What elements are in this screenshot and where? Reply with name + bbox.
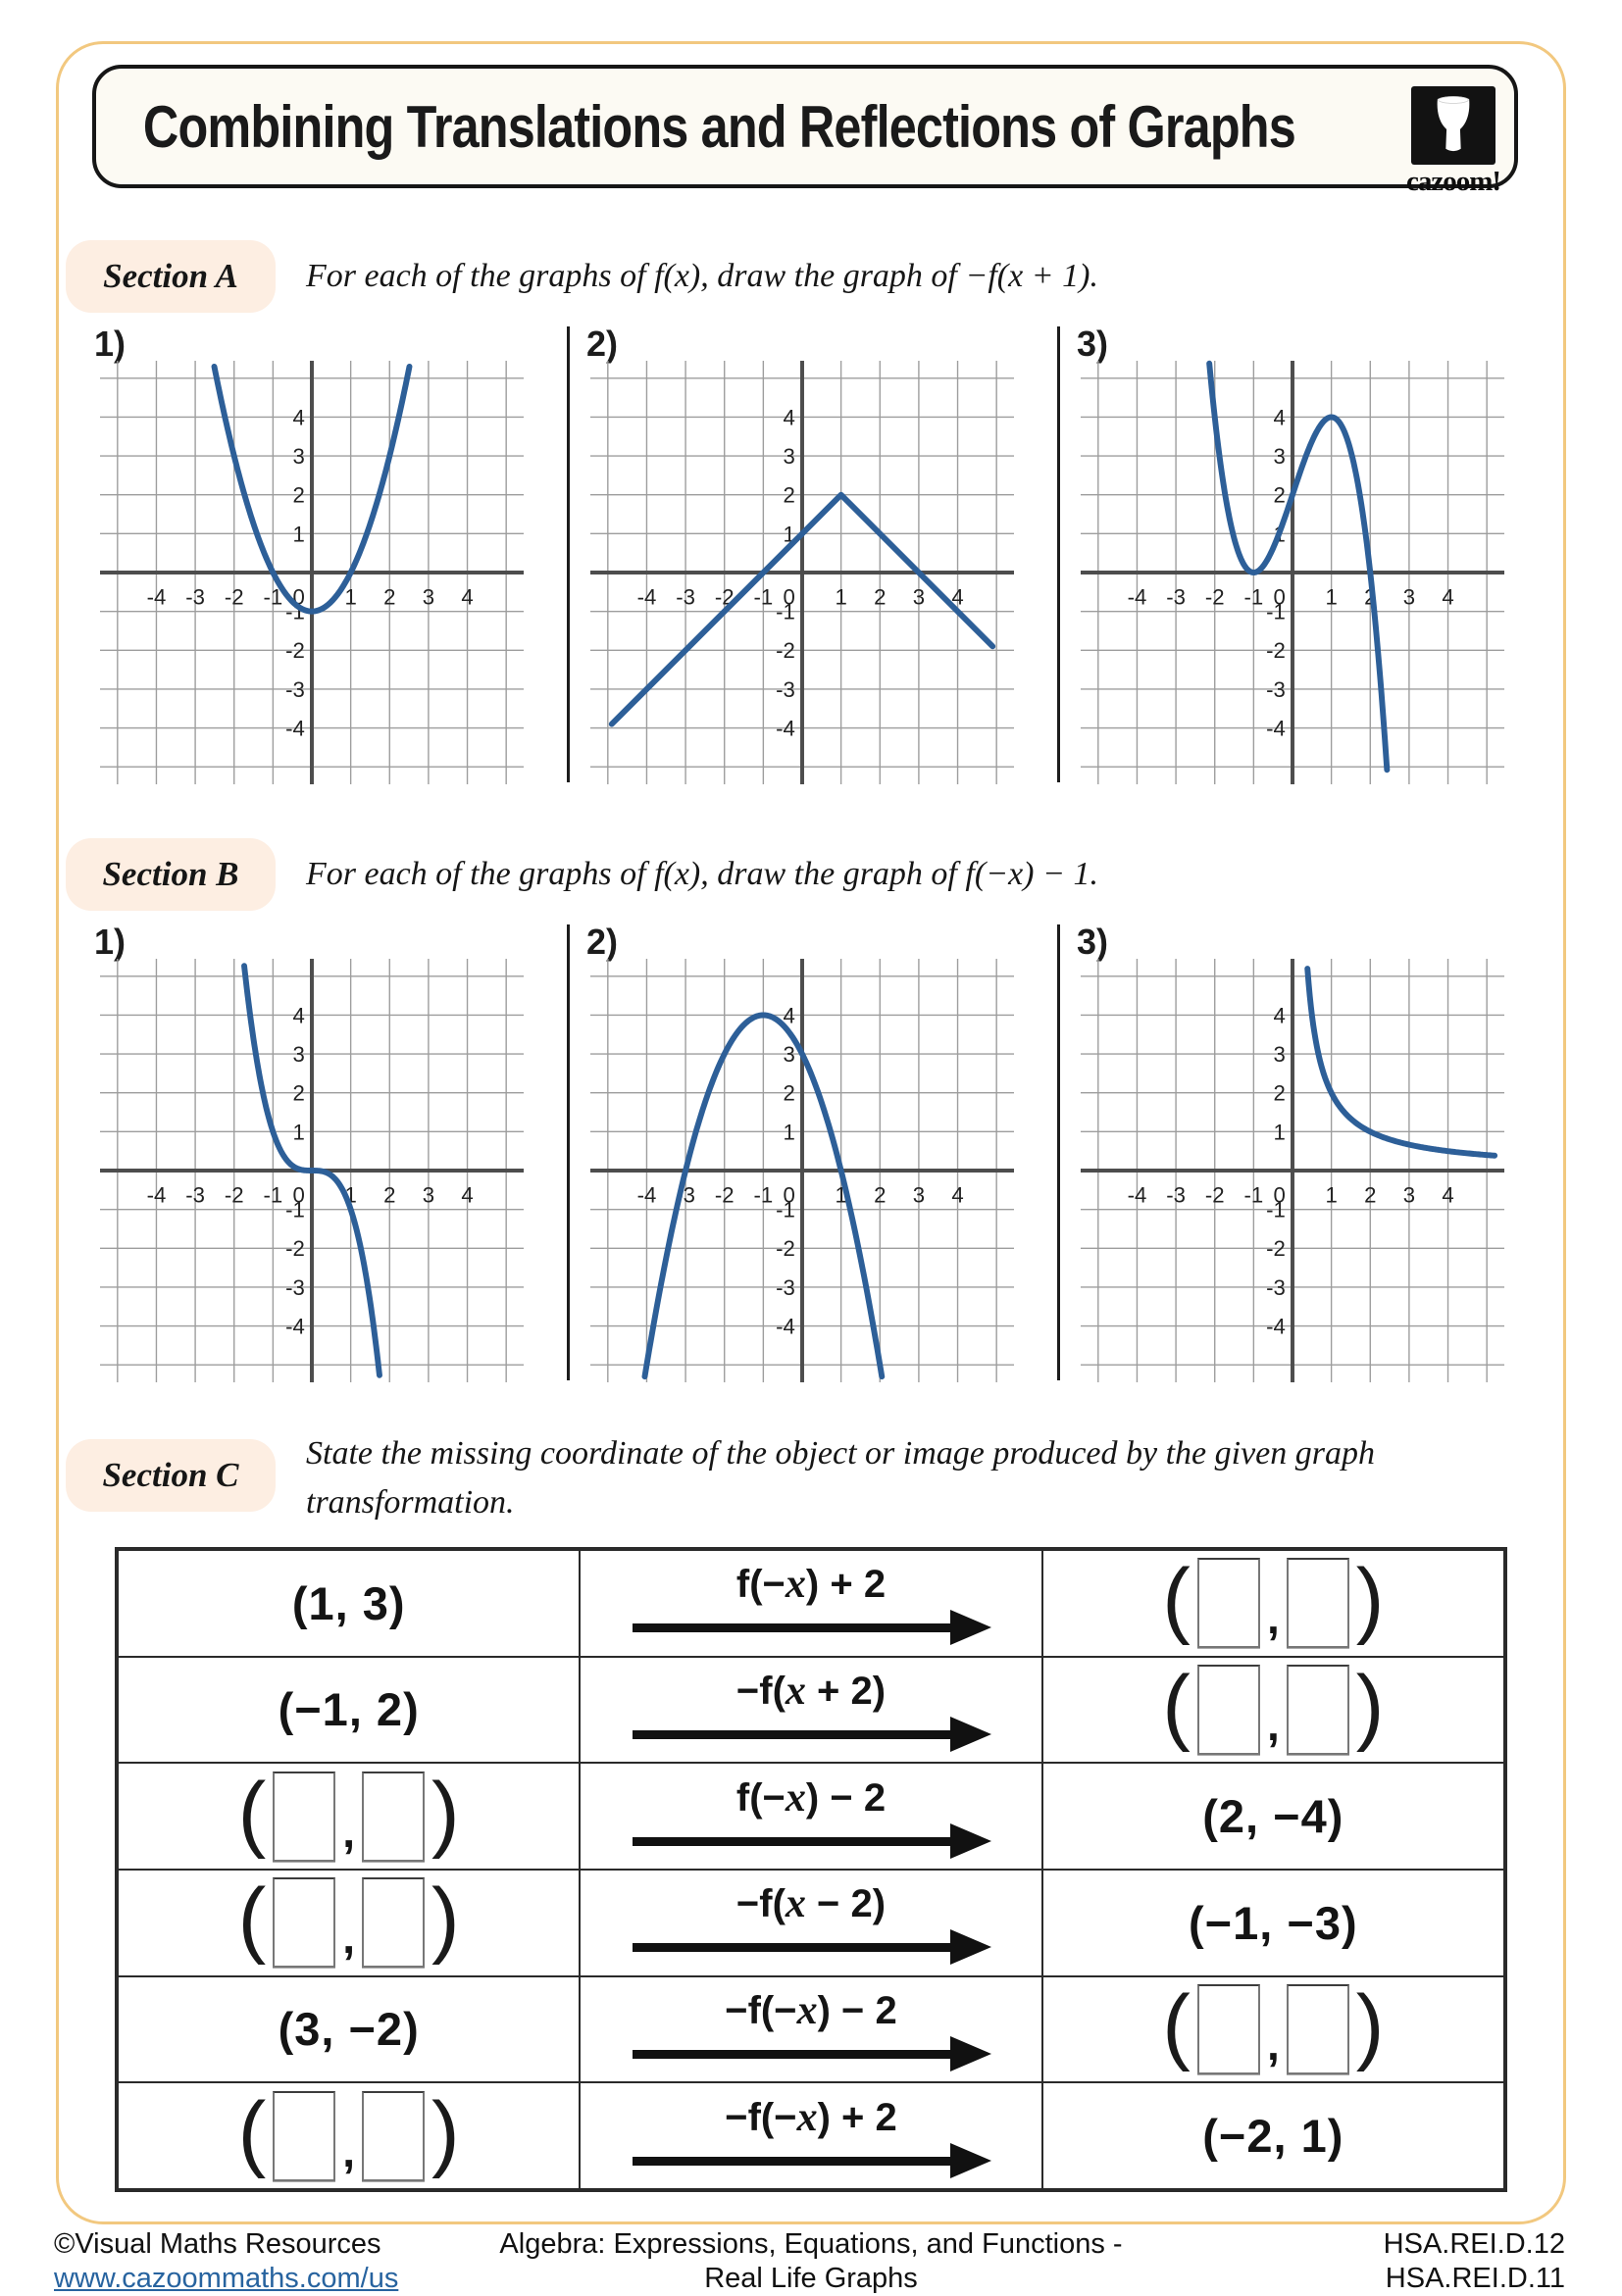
svg-text:4: [461, 585, 473, 610]
svg-text:4: [784, 405, 795, 429]
answer-box[interactable]: [273, 1877, 335, 1968]
answer-box[interactable]: [1287, 1984, 1349, 2074]
footer-center: [223, 2227, 1399, 2296]
svg-text:1: [1274, 1120, 1286, 1144]
comma: ,: [342, 1912, 356, 1964]
answer-box[interactable]: [1197, 1984, 1260, 2074]
panel-divider: [1057, 326, 1060, 782]
graph-b2[interactable]: [588, 957, 1016, 1384]
svg-text:-2: [776, 1236, 795, 1261]
section-a-instruction: For each of the graphs of f(x), draw the graph of −f(x + 1).: [306, 258, 1098, 294]
svg-text:4: [293, 1003, 305, 1027]
svg-text:-2: [1266, 1236, 1286, 1261]
svg-text:3: [423, 585, 434, 610]
comma: ,: [1266, 1698, 1280, 1750]
section-c-instruction: State the missing coordinate of the object or image produced by the given graph transformation.: [306, 1435, 1375, 1521]
title-box: [92, 65, 1518, 188]
comma: ,: [342, 1805, 356, 1857]
cell-image: [1042, 1763, 1504, 1870]
maps-to-arrow-icon: [629, 1717, 993, 1752]
answer-coordinate: [1162, 1658, 1385, 1755]
answer-box[interactable]: [273, 1772, 335, 1862]
panel-divider: [567, 924, 570, 1380]
svg-text:3: [1403, 1183, 1415, 1208]
comma: ,: [342, 2124, 356, 2176]
svg-text:3: [913, 1183, 925, 1208]
svg-text:3: [1274, 1042, 1286, 1067]
maps-to-arrow-icon: [629, 1610, 993, 1645]
graph-a1[interactable]: [98, 359, 526, 786]
section-b-label: Section B: [66, 838, 276, 911]
comma: ,: [1266, 1592, 1280, 1644]
graph-b3[interactable]: [1079, 957, 1506, 1384]
svg-text:-1: [263, 1183, 282, 1208]
close-paren: ): [431, 2084, 460, 2179]
open-paren: (: [237, 1765, 267, 1860]
graph-number-b1: 1): [94, 922, 127, 962]
standard-code-1: HSA.REI.D.12: [1383, 2228, 1565, 2260]
svg-text:-2: [715, 1183, 735, 1208]
svg-text:0: [784, 585, 795, 610]
graph-number-b2: 2): [586, 922, 619, 962]
cell-image: [1042, 1657, 1504, 1764]
svg-text:4: [1274, 405, 1286, 429]
subject-line-2: Real Life Graphs: [704, 2263, 918, 2294]
svg-text:3: [293, 1042, 305, 1067]
cell-transformation: [580, 1976, 1041, 2083]
svg-text:1: [784, 1120, 795, 1144]
logo-text: cazoom!: [1405, 166, 1501, 197]
svg-text:3: [784, 1042, 795, 1067]
svg-text:-3: [185, 585, 205, 610]
answer-box[interactable]: [1287, 1558, 1349, 1648]
cell-object: [118, 1870, 580, 1976]
answer-coordinate: [237, 1872, 460, 1968]
cell-transformation: [580, 1870, 1041, 1976]
svg-text:2: [784, 483, 795, 508]
svg-text:-2: [1205, 585, 1225, 610]
maps-to-arrow-icon: [629, 1823, 993, 1859]
svg-text:-3: [185, 1183, 205, 1208]
svg-text:-4: [776, 716, 795, 740]
answer-coordinate: [1162, 1552, 1385, 1648]
close-paren: ): [1355, 1552, 1385, 1647]
graph-a2[interactable]: [588, 359, 1016, 786]
open-paren: (: [237, 2084, 267, 2179]
svg-text:-4: [637, 1183, 657, 1208]
svg-text:4: [1442, 585, 1453, 610]
answer-box[interactable]: [1287, 1665, 1349, 1755]
answer-coordinate: [1162, 1977, 1385, 2074]
svg-text:-4: [776, 1314, 795, 1338]
transformation-expression: f(−x) + 2: [735, 1562, 887, 1608]
svg-text:-2: [225, 585, 244, 610]
cell-image: [1042, 1870, 1504, 1976]
cell-object: [118, 1763, 580, 1870]
svg-text:-3: [776, 677, 795, 702]
svg-text:-4: [637, 585, 657, 610]
section-c-label: Section C: [66, 1439, 276, 1512]
page-title: Combining Translations and Reflections of Graphs: [143, 93, 1296, 160]
svg-text:-2: [1266, 638, 1286, 663]
panel-divider: [1057, 924, 1060, 1380]
transformation-expression: −f(−x) − 2: [725, 1987, 897, 2033]
open-paren: (: [1162, 1552, 1191, 1647]
open-paren: (: [1162, 1658, 1191, 1753]
coordinate-text: (3, −2): [278, 2003, 420, 2056]
svg-text:3: [784, 444, 795, 469]
svg-text:-4: [1128, 1183, 1147, 1208]
svg-text:-3: [285, 677, 305, 702]
svg-text:-3: [285, 1275, 305, 1300]
graph-number-b3: 3): [1077, 922, 1109, 962]
svg-text:2: [1274, 1081, 1286, 1106]
svg-text:-2: [776, 638, 795, 663]
svg-text:4: [951, 1183, 963, 1208]
transformation-expression: −f(x + 2): [735, 1668, 887, 1714]
close-paren: ): [1355, 1658, 1385, 1753]
drum-icon: [1411, 86, 1495, 165]
svg-text:2: [293, 483, 305, 508]
answer-box[interactable]: [1197, 1665, 1260, 1755]
svg-text:-4: [147, 585, 167, 610]
svg-text:-2: [1205, 1183, 1225, 1208]
cell-transformation: [580, 1763, 1041, 1870]
svg-text:2: [874, 585, 886, 610]
answer-box[interactable]: [1197, 1558, 1260, 1648]
cell-image: [1042, 2082, 1504, 2189]
svg-text:3: [913, 585, 925, 610]
cell-object: [118, 1550, 580, 1657]
answer-coordinate: [237, 1765, 460, 1862]
svg-text:-3: [1166, 1183, 1186, 1208]
svg-text:4: [1274, 1003, 1286, 1027]
cell-object: [118, 1657, 580, 1764]
svg-text:-3: [676, 585, 695, 610]
cell-image: [1042, 1550, 1504, 1657]
close-paren: ): [1355, 1977, 1385, 2072]
comma: ,: [1266, 2018, 1280, 2070]
open-paren: (: [237, 1872, 267, 1967]
cell-transformation: [580, 1550, 1041, 1657]
maps-to-arrow-icon: [629, 2036, 993, 2071]
svg-text:3: [1274, 444, 1286, 469]
transformation-expression: f(−x) − 2: [735, 1774, 887, 1821]
graph-number-a2: 2): [586, 324, 619, 364]
svg-text:0: [1274, 585, 1286, 610]
maps-to-arrow-icon: [629, 1929, 993, 1965]
svg-text:2: [383, 585, 395, 610]
svg-text:4: [1442, 1183, 1453, 1208]
open-paren: (: [1162, 1977, 1191, 2072]
cell-transformation: [580, 1657, 1041, 1764]
graph-number-a3: 3): [1077, 324, 1109, 364]
svg-text:3: [1403, 585, 1415, 610]
svg-text:1: [293, 1120, 305, 1144]
svg-text:1: [835, 585, 846, 610]
cazoom-logo: [1396, 86, 1510, 198]
svg-text:-3: [1266, 1275, 1286, 1300]
svg-text:-2: [285, 638, 305, 663]
close-paren: ): [431, 1765, 460, 1860]
svg-text:0: [1274, 1183, 1286, 1208]
section-b-instruction: For each of the graphs of f(x), draw the graph of f(−x) − 1.: [306, 856, 1098, 892]
svg-text:-4: [285, 1314, 305, 1338]
svg-text:3: [293, 444, 305, 469]
answer-box[interactable]: [273, 2091, 335, 2181]
svg-text:2: [784, 1081, 795, 1106]
svg-text:2: [1364, 1183, 1376, 1208]
svg-text:-4: [285, 716, 305, 740]
svg-text:4: [293, 405, 305, 429]
answer-box[interactable]: [362, 2091, 425, 2181]
transformation-expression: −f(x − 2): [735, 1881, 887, 1927]
svg-text:-2: [225, 1183, 244, 1208]
coordinate-text: (−2, 1): [1202, 2110, 1344, 2163]
graph-number-a1: 1): [94, 324, 127, 364]
svg-text:0: [293, 1183, 305, 1208]
graph-b1[interactable]: [98, 957, 526, 1384]
maps-to-arrow-icon: [629, 2143, 993, 2178]
svg-text:3: [423, 1183, 434, 1208]
svg-text:0: [784, 1183, 795, 1208]
svg-text:-3: [1266, 677, 1286, 702]
cell-object: [118, 1976, 580, 2083]
section-c-table: [115, 1547, 1507, 2192]
coordinate-text: (−1, 2): [278, 1683, 420, 1736]
graph-a3[interactable]: [1079, 359, 1506, 786]
cell-transformation: [580, 2082, 1041, 2189]
answer-box[interactable]: [362, 1877, 425, 1968]
svg-text:-1: [753, 585, 773, 610]
svg-text:2: [1274, 483, 1286, 508]
copyright-text: ©Visual Maths Resources: [54, 2228, 381, 2260]
close-paren: ): [431, 1872, 460, 1967]
svg-text:2: [383, 1183, 395, 1208]
svg-text:-1: [1243, 1183, 1263, 1208]
standard-code-2: HSA.REI.D.11: [1385, 2263, 1565, 2294]
svg-text:2: [293, 1081, 305, 1106]
svg-text:1: [293, 522, 305, 546]
svg-text:-3: [776, 1275, 795, 1300]
answer-box[interactable]: [362, 1772, 425, 1862]
cell-object: [118, 2082, 580, 2189]
svg-text:-2: [285, 1236, 305, 1261]
footer-right: [1384, 2227, 1565, 2296]
svg-text:1: [344, 585, 356, 610]
svg-text:1: [1325, 585, 1337, 610]
cell-image: [1042, 1976, 1504, 2083]
coordinate-text: (1, 3): [291, 1576, 406, 1629]
svg-text:1: [1325, 1183, 1337, 1208]
coordinate-text: (2, −4): [1202, 1790, 1344, 1843]
section-a-label: Section A: [66, 240, 276, 313]
svg-text:-4: [1128, 585, 1147, 610]
answer-coordinate: [237, 2084, 460, 2181]
coordinate-text: (−1, −3): [1189, 1896, 1358, 1949]
svg-text:2: [874, 1183, 886, 1208]
website-link[interactable]: www.cazoommaths.com/us: [54, 2263, 399, 2294]
transformation-expression: −f(−x) + 2: [725, 2094, 897, 2140]
svg-text:4: [461, 1183, 473, 1208]
svg-text:-4: [1266, 1314, 1286, 1338]
panel-divider: [567, 326, 570, 782]
svg-text:-1: [1243, 585, 1263, 610]
svg-text:-1: [753, 1183, 773, 1208]
svg-text:-3: [1166, 585, 1186, 610]
svg-text:-4: [1266, 716, 1286, 740]
svg-text:-4: [147, 1183, 167, 1208]
subject-line-1: Algebra: Expressions, Equations, and Functions -: [499, 2228, 1123, 2260]
